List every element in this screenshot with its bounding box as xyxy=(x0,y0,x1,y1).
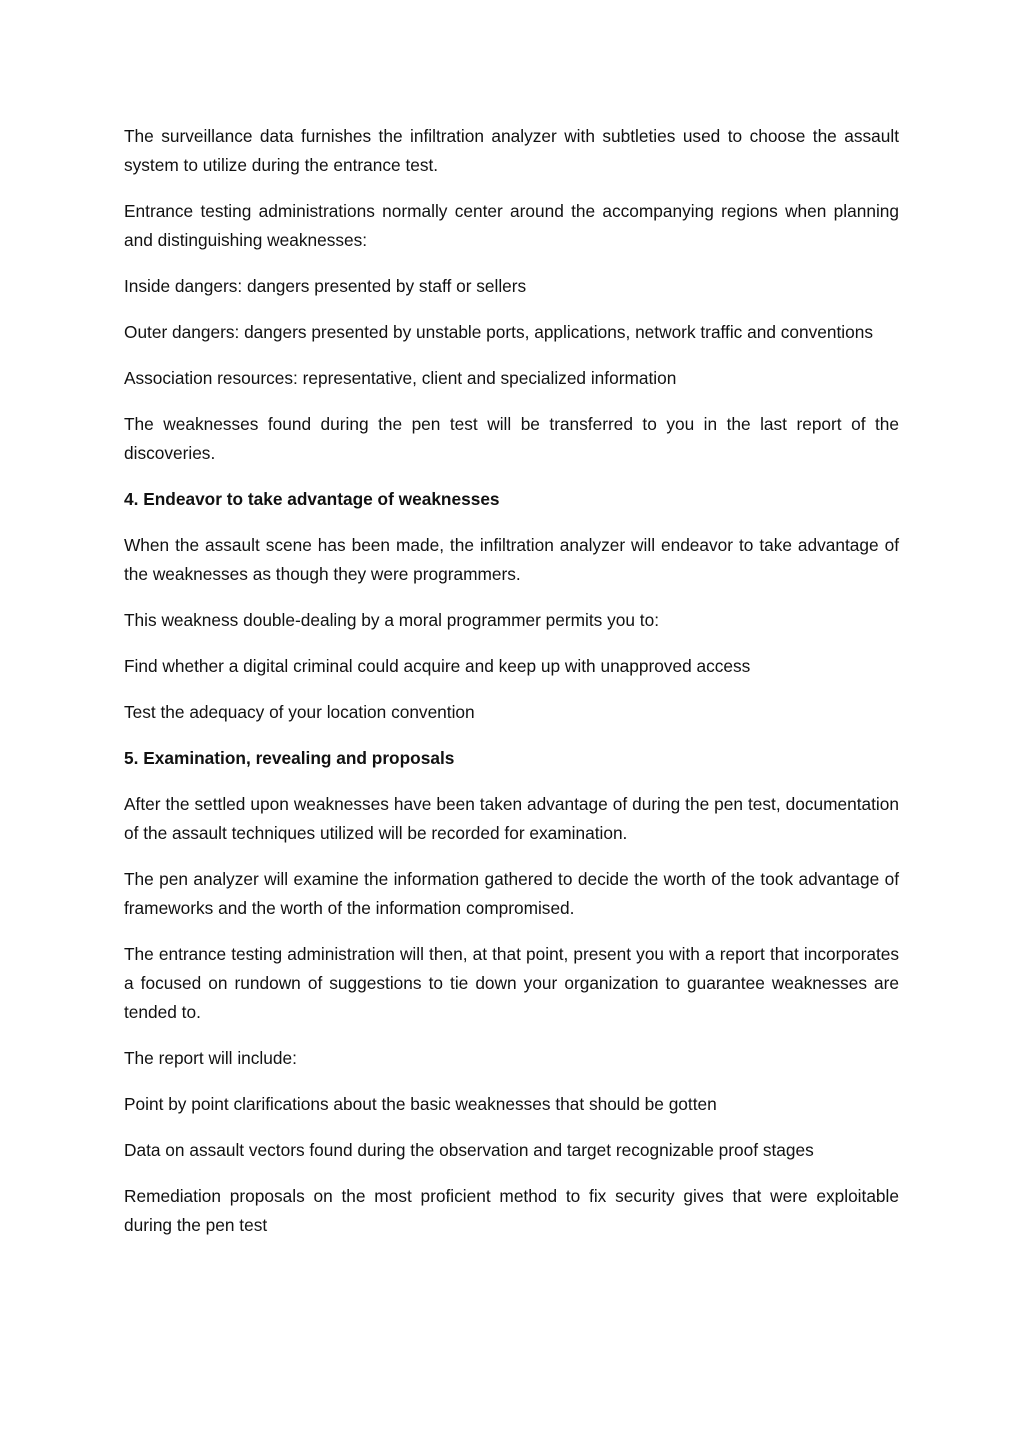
paragraph-documentation: After the settled upon weaknesses have been taken advantage of during the pen test, documentation of the assault techniques utilized will be recorded for examination. xyxy=(124,794,899,843)
section-heading-4: 4. Endeavor to take advantage of weaknesses xyxy=(124,489,500,509)
paragraph-double-dealing: This weakness double-dealing by a moral programmer permits you to: xyxy=(124,610,660,630)
document-page xyxy=(124,122,899,1257)
section-heading-5: 5. Examination, revealing and proposals xyxy=(124,748,455,768)
paragraph-association-resources: Association resources: representative, client and specialized information xyxy=(124,368,677,388)
paragraph-unapproved-access: Find whether a digital criminal could acquire and keep up with unapproved access xyxy=(124,656,751,676)
paragraph-report-include: The report will include: xyxy=(124,1048,297,1068)
paragraph-clarifications: Point by point clarifications about the basic weaknesses that should be gotten xyxy=(124,1094,717,1114)
paragraph-outer-dangers: Outer dangers: dangers presented by unstable ports, applications, network traffic and conventions xyxy=(124,322,873,342)
paragraph-location-convention: Test the adequacy of your location convention xyxy=(124,702,475,722)
paragraph-inside-dangers: Inside dangers: dangers presented by staff or sellers xyxy=(124,276,527,296)
paragraph-weaknesses-report: The weaknesses found during the pen test will be transferred to you in the last report of the discoveries. xyxy=(124,414,899,463)
paragraph-administration-report: The entrance testing administration will then, at that point, present you with a report that incorporates a focused on rundown of suggestions to tie down your organization to guarantee weaknesses are tended to. xyxy=(124,944,899,1022)
paragraph-assault-vectors: Data on assault vectors found during the observation and target recognizable proof stages xyxy=(124,1140,814,1160)
paragraph-testing-regions: Entrance testing administrations normally center around the accompanying regions when planning and distinguishing weaknesses: xyxy=(124,201,899,250)
paragraph-remediation: Remediation proposals on the most proficient method to fix security gives that were exploitable during the pen test xyxy=(124,1186,899,1235)
paragraph-surveillance-data: The surveillance data furnishes the infiltration analyzer with subtleties used to choose the assault system to utilize during the entrance test. xyxy=(124,126,899,175)
paragraph-pen-analyzer: The pen analyzer will examine the information gathered to decide the worth of the took advantage of frameworks and the worth of the information compromised. xyxy=(124,869,899,918)
paragraph-assault-scene: When the assault scene has been made, the infiltration analyzer will endeavor to take advantage of the weaknesses as though they were programmers. xyxy=(124,535,899,584)
